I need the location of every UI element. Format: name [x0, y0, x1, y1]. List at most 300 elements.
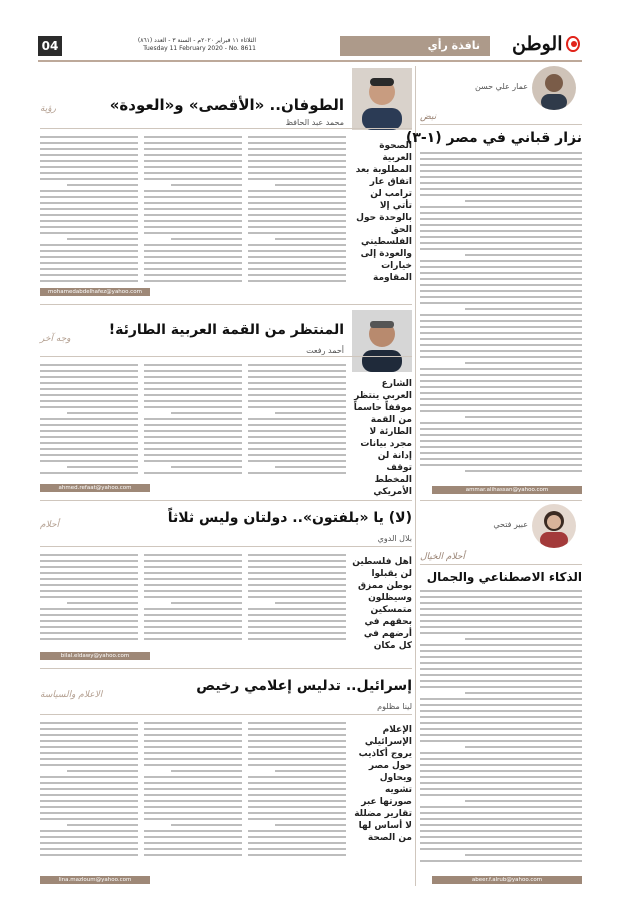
text-line	[144, 776, 242, 778]
text-line	[420, 836, 582, 838]
text-line	[248, 746, 346, 748]
text-column	[40, 554, 138, 644]
text-line	[420, 668, 582, 670]
text-line	[420, 374, 582, 376]
text-line	[420, 806, 582, 808]
text-line	[144, 788, 242, 790]
text-line	[248, 388, 346, 390]
text-line	[144, 584, 242, 586]
text-line	[420, 776, 582, 778]
article-title[interactable]: المنتظر من القمة العربية الطارئة!	[108, 322, 344, 338]
text-line	[420, 296, 582, 298]
author-portrait-icon	[352, 310, 412, 372]
text-line	[40, 142, 138, 144]
text-line	[40, 608, 138, 610]
pull-quote: الإعلام الإسرائيلي يروج أكاذيب حول مصر ويحاول تشويه صورتها عبر تقارير مضللة لا أساس لها من الصحة	[354, 725, 412, 843]
text-line	[420, 314, 582, 316]
text-line	[144, 436, 242, 438]
text-line	[420, 860, 582, 862]
text-line	[144, 274, 242, 276]
text-line	[144, 214, 242, 216]
text-line	[40, 728, 138, 730]
text-line	[144, 454, 242, 456]
text-line	[144, 554, 242, 556]
text-line	[420, 794, 582, 796]
author-photo	[532, 504, 576, 548]
text-line	[144, 566, 242, 568]
text-line	[420, 356, 582, 358]
text-line	[40, 208, 138, 210]
text-line	[40, 160, 138, 162]
text-line	[144, 626, 242, 628]
text-line	[420, 842, 582, 844]
text-line	[67, 238, 138, 240]
text-line	[420, 440, 582, 442]
text-line	[40, 842, 138, 844]
text-line	[248, 406, 346, 408]
text-line	[144, 812, 242, 814]
text-line	[40, 166, 138, 168]
text-line	[144, 430, 242, 432]
text-line	[248, 854, 346, 856]
text-line	[40, 472, 138, 474]
text-line	[420, 824, 582, 826]
text-line	[144, 442, 242, 444]
text-line	[420, 188, 582, 190]
text-line	[40, 256, 138, 258]
page-number: 04	[38, 36, 62, 56]
text-line	[171, 466, 242, 468]
text-line	[248, 262, 346, 264]
text-line	[420, 674, 582, 676]
article-title[interactable]: (لا) يا «بلفتون».. دولتان وليس ثلاثاً	[167, 510, 412, 526]
article-title[interactable]: نزار قباني في مصر (١-٣)	[405, 130, 582, 146]
article-body	[420, 152, 582, 482]
text-column	[248, 364, 346, 478]
text-line	[144, 614, 242, 616]
text-line	[465, 308, 582, 310]
text-line	[248, 202, 346, 204]
text-column	[248, 722, 346, 860]
text-line	[420, 782, 582, 784]
author-byline: محمد عبد الحافظ	[285, 118, 344, 127]
text-line	[248, 166, 346, 168]
text-line	[248, 560, 346, 562]
text-line	[67, 824, 138, 826]
text-line	[248, 620, 346, 622]
author-name: عمار علي حسن	[474, 82, 528, 91]
text-line	[40, 560, 138, 562]
text-line	[420, 632, 582, 634]
text-line	[144, 460, 242, 462]
text-line	[420, 158, 582, 160]
text-line	[420, 170, 582, 172]
text-line	[248, 424, 346, 426]
text-line	[420, 764, 582, 766]
text-line	[248, 268, 346, 270]
text-line	[420, 242, 582, 244]
text-line	[144, 854, 242, 856]
text-line	[144, 728, 242, 730]
column-divider	[415, 66, 416, 886]
text-line	[420, 380, 582, 382]
newspaper-logo[interactable]	[512, 32, 580, 56]
text-line	[144, 572, 242, 574]
text-line	[275, 412, 346, 414]
text-line	[248, 370, 346, 372]
article-body	[40, 364, 346, 482]
title-rule	[40, 128, 412, 129]
text-line	[420, 302, 582, 304]
text-line	[248, 376, 346, 378]
text-line	[40, 214, 138, 216]
text-line	[40, 764, 138, 766]
text-line	[40, 746, 138, 748]
text-line	[420, 182, 582, 184]
title-rule	[420, 564, 582, 565]
text-line	[248, 836, 346, 838]
text-line	[40, 554, 138, 556]
author-photo	[352, 68, 412, 130]
text-line	[248, 608, 346, 610]
author-email[interactable]: lina.mazloum@yahoo.com	[40, 876, 150, 884]
text-line	[40, 848, 138, 850]
text-line	[420, 284, 582, 286]
text-line	[40, 268, 138, 270]
text-line	[67, 602, 138, 604]
text-line	[248, 472, 346, 474]
text-line	[40, 460, 138, 462]
section-tab: نافذة رأي	[340, 36, 490, 56]
text-line	[420, 332, 582, 334]
text-line	[248, 740, 346, 742]
text-line	[420, 152, 582, 154]
text-line	[144, 280, 242, 282]
author-photo	[352, 310, 412, 372]
text-line	[248, 382, 346, 384]
text-line	[248, 554, 346, 556]
masthead	[0, 0, 620, 62]
text-column	[144, 554, 242, 644]
text-line	[248, 830, 346, 832]
text-line	[40, 566, 138, 568]
text-line	[40, 806, 138, 808]
text-line	[420, 206, 582, 208]
text-column	[248, 136, 346, 286]
text-line	[248, 178, 346, 180]
text-line	[40, 448, 138, 450]
text-line	[420, 368, 582, 370]
text-line	[144, 472, 242, 474]
text-line	[144, 262, 242, 264]
text-line	[248, 614, 346, 616]
pull-quote: الصحوة العربية المطلوبة بعد اتفاق عار ترامب لن تأتي إلا بالوحدة حول الحق الفلسطيني والعودة إلى خيارات المقاومة	[355, 141, 412, 283]
text-line	[420, 662, 582, 664]
issue-line-english: Tuesday 11 February 2020 - No. 8611	[143, 45, 256, 52]
text-line	[248, 752, 346, 754]
text-line	[248, 280, 346, 282]
text-line	[40, 818, 138, 820]
text-line	[275, 602, 346, 604]
text-line	[40, 800, 138, 802]
author-byline: أحمد رفعت	[306, 346, 344, 355]
text-line	[248, 274, 346, 276]
text-line	[420, 458, 582, 460]
text-line	[144, 734, 242, 736]
text-line	[465, 200, 582, 202]
text-line	[465, 470, 582, 472]
logo-mark-icon	[566, 36, 580, 52]
text-line	[67, 466, 138, 468]
text-line	[248, 782, 346, 784]
article-title[interactable]: الطوفان.. «الأقصى» و«العودة»	[109, 96, 344, 114]
text-line	[144, 208, 242, 210]
text-line	[144, 848, 242, 850]
text-line	[40, 244, 138, 246]
text-line	[248, 566, 346, 568]
text-line	[40, 626, 138, 628]
text-line	[248, 436, 346, 438]
text-line	[171, 184, 242, 186]
text-line	[248, 812, 346, 814]
text-line	[144, 172, 242, 174]
logo-text: الوطن	[512, 33, 563, 55]
text-line	[275, 466, 346, 468]
text-line	[248, 418, 346, 420]
text-line	[248, 578, 346, 580]
text-line	[144, 196, 242, 198]
text-line	[465, 800, 582, 802]
author-email[interactable]: bilal.eldawy@yahoo.com	[40, 652, 150, 660]
text-line	[248, 364, 346, 366]
section-rule	[40, 668, 412, 669]
text-line	[40, 424, 138, 426]
text-line	[40, 830, 138, 832]
text-line	[144, 370, 242, 372]
text-line	[40, 274, 138, 276]
title-rule	[40, 546, 412, 547]
article-body	[40, 136, 346, 286]
article-title[interactable]: إسرائيل.. تدليس إعلامي رخيص	[196, 678, 412, 694]
text-line	[420, 788, 582, 790]
text-line	[248, 764, 346, 766]
text-line	[420, 608, 582, 610]
text-line	[248, 818, 346, 820]
text-column	[40, 364, 138, 478]
text-line	[40, 596, 138, 598]
text-line	[420, 194, 582, 196]
text-line	[248, 728, 346, 730]
text-line	[40, 418, 138, 420]
text-line	[144, 250, 242, 252]
text-line	[144, 590, 242, 592]
text-line	[144, 256, 242, 258]
text-line	[40, 394, 138, 396]
text-line	[144, 382, 242, 384]
issue-info	[66, 37, 256, 53]
text-line	[144, 394, 242, 396]
text-line	[144, 836, 242, 838]
text-line	[420, 404, 582, 406]
text-line	[40, 614, 138, 616]
kicker: الاعلام والسياسة	[40, 690, 103, 700]
text-line	[420, 830, 582, 832]
text-line	[248, 196, 346, 198]
text-line	[420, 740, 582, 742]
text-line	[420, 452, 582, 454]
text-line	[465, 638, 582, 640]
text-line	[67, 770, 138, 772]
text-line	[248, 442, 346, 444]
text-line	[420, 602, 582, 604]
author-byline: بلال الدوي	[377, 534, 412, 543]
text-line	[40, 172, 138, 174]
text-line	[248, 806, 346, 808]
text-line	[248, 794, 346, 796]
text-line	[40, 578, 138, 580]
text-line	[40, 836, 138, 838]
text-line	[40, 148, 138, 150]
text-line	[420, 350, 582, 352]
text-line	[248, 584, 346, 586]
text-line	[40, 250, 138, 252]
kicker: أحلام	[40, 520, 60, 530]
text-line	[248, 430, 346, 432]
author-email[interactable]: ahmed.refaat@yahoo.com	[40, 484, 150, 492]
text-line	[248, 226, 346, 228]
text-line	[40, 136, 138, 138]
author-name: عبير فتحي	[493, 520, 528, 529]
text-line	[144, 376, 242, 378]
text-line	[248, 220, 346, 222]
text-line	[144, 226, 242, 228]
text-line	[40, 638, 138, 640]
text-line	[144, 596, 242, 598]
text-line	[171, 770, 242, 772]
text-line	[420, 626, 582, 628]
text-line	[420, 770, 582, 772]
text-line	[420, 620, 582, 622]
text-line	[144, 418, 242, 420]
text-line	[420, 398, 582, 400]
text-line	[248, 788, 346, 790]
text-line	[420, 716, 582, 718]
author-email[interactable]: ammar.alihassan@yahoo.com	[432, 486, 582, 494]
text-line	[40, 376, 138, 378]
text-line	[144, 842, 242, 844]
text-line	[144, 560, 242, 562]
text-line	[67, 412, 138, 414]
text-line	[40, 382, 138, 384]
text-line	[144, 632, 242, 634]
text-line	[420, 614, 582, 616]
text-line	[144, 424, 242, 426]
text-column	[248, 554, 346, 644]
kicker: نبض	[420, 112, 437, 122]
article-body	[40, 554, 346, 646]
text-line	[248, 460, 346, 462]
text-line	[144, 244, 242, 246]
kicker: رؤية	[40, 104, 57, 114]
text-line	[171, 238, 242, 240]
text-line	[40, 400, 138, 402]
text-line	[248, 250, 346, 252]
text-column	[420, 590, 582, 866]
text-line	[465, 746, 582, 748]
title-rule	[420, 124, 582, 125]
text-line	[420, 698, 582, 700]
text-line	[420, 338, 582, 340]
text-line	[144, 190, 242, 192]
author-email[interactable]: mohamedabdelhafez@yahoo.com	[40, 288, 150, 296]
text-line	[248, 454, 346, 456]
text-line	[40, 262, 138, 264]
text-line	[171, 824, 242, 826]
text-line	[40, 154, 138, 156]
text-line	[420, 704, 582, 706]
text-line	[420, 680, 582, 682]
text-line	[465, 416, 582, 418]
text-line	[144, 220, 242, 222]
text-line	[144, 178, 242, 180]
text-line	[144, 148, 242, 150]
text-line	[420, 596, 582, 598]
section-rule	[40, 500, 412, 501]
text-line	[420, 224, 582, 226]
article-body	[40, 722, 346, 864]
text-line	[275, 824, 346, 826]
text-line	[248, 848, 346, 850]
text-line	[144, 830, 242, 832]
text-line	[40, 788, 138, 790]
masthead-rule	[38, 60, 582, 62]
text-line	[420, 758, 582, 760]
text-line	[420, 650, 582, 652]
text-line	[420, 290, 582, 292]
text-line	[144, 620, 242, 622]
text-line	[40, 202, 138, 204]
text-line	[420, 464, 582, 466]
text-line	[275, 238, 346, 240]
text-line	[40, 364, 138, 366]
article-title[interactable]: الذكاء الاصطناعي والجمال	[426, 570, 582, 584]
author-email[interactable]: abeer.f.alrub@yahoo.com	[432, 876, 582, 884]
text-line	[420, 434, 582, 436]
author-portrait-icon	[352, 68, 412, 130]
text-line	[40, 454, 138, 456]
text-line	[40, 196, 138, 198]
text-line	[144, 608, 242, 610]
text-line	[144, 268, 242, 270]
text-line	[144, 364, 242, 366]
text-line	[40, 758, 138, 760]
text-line	[144, 722, 242, 724]
text-line	[40, 590, 138, 592]
text-line	[40, 280, 138, 282]
text-line	[420, 248, 582, 250]
text-column	[420, 152, 582, 476]
text-line	[248, 232, 346, 234]
text-line	[465, 254, 582, 256]
text-line	[40, 430, 138, 432]
text-line	[40, 220, 138, 222]
text-line	[420, 656, 582, 658]
title-rule	[40, 356, 412, 357]
text-line	[248, 572, 346, 574]
text-line	[248, 626, 346, 628]
text-line	[40, 734, 138, 736]
text-line	[40, 370, 138, 372]
